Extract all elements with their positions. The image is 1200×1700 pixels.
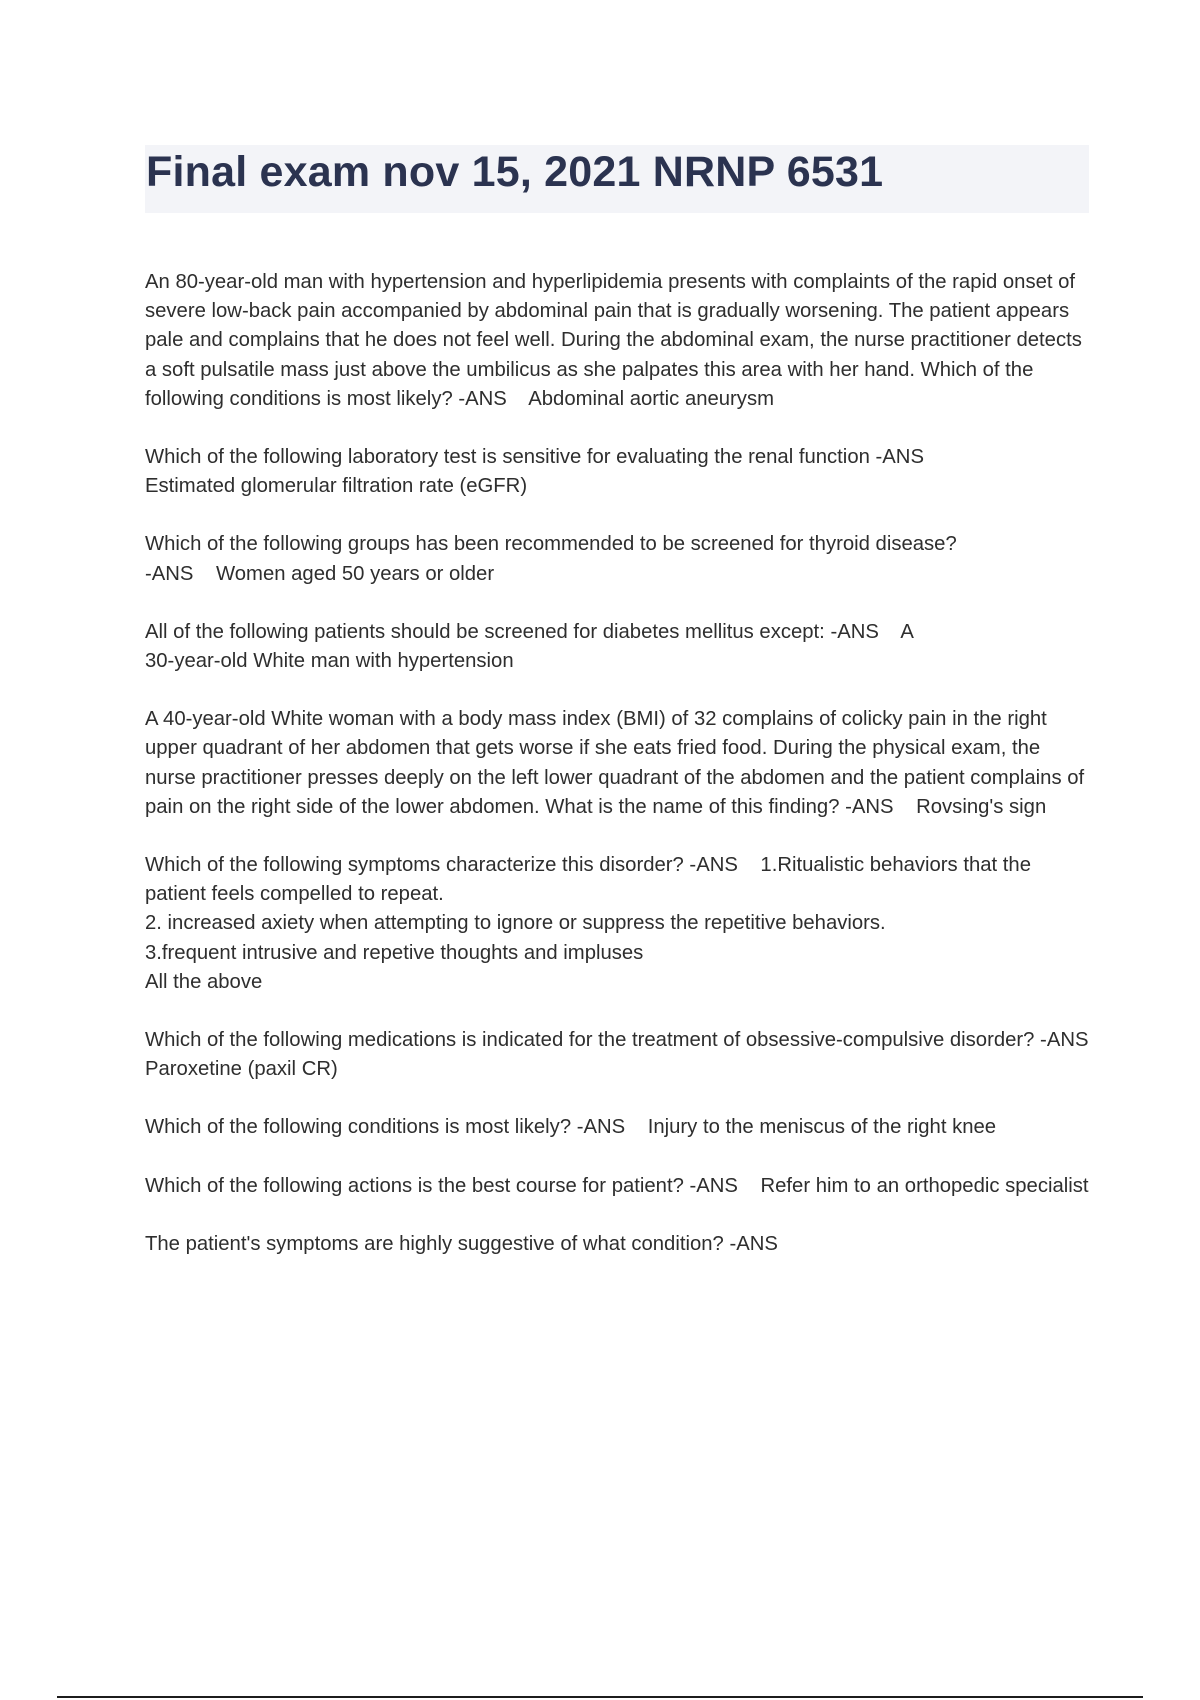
qa-item: Which of the following conditions is most likely? -ANS Injury to the meniscus of the right knee <box>145 1116 997 1139</box>
qa-item: An 80-year-old man with hypertension and hyperlipidemia presents with complaints of the rapid onset of severe low-back pain accompanied by abdominal pain that is gradually worsening. The patient appears pale and complains that he does not feel well. During the abdominal exam, the nurse practitioner detects a soft pulsatile mass just above the umbilicus as she palpates this area with her hand. Which of the following conditions is most likely? -ANS Abdominal aortic aneurysm <box>145 271 1088 410</box>
qa-item: Which of the following laboratory test is sensitive for evaluating the renal function -ANS Estimated glomerular filtration rate (eGFR) <box>145 446 924 498</box>
qa-item: A 40-year-old White woman with a body mass index (BMI) of 32 complains of colicky pain in the right upper quadrant of her abdomen that gets worse if she eats fried food. During the physical exam, the nurse practitioner presses deeply on the left lower quadrant of the abdomen and the patient complains of pain on the right side of the lower abdomen. What is the name of this finding? -ANS Rovsing's sign <box>145 708 1090 818</box>
qa-item: All of the following patients should be screened for diabetes mellitus except: -ANS A 30-year-old White man with hypertension <box>145 620 914 673</box>
qa-item: Which of the following medications is indicated for the treatment of obsessive-compulsive disorder? -ANS Paroxetine (paxil CR) <box>145 1029 1112 1081</box>
qa-item: Which of the following actions is the best course for patient? -ANS Refer him to an orthopedic specialist <box>145 1174 1089 1197</box>
qa-item: Which of the following symptoms characterize this disorder? -ANS 1.Ritualistic behaviors that the patient feels compelled to repeat. 2. increased axiety when attempting to ignore or suppress the repetitive behaviors. 3.frequent intrusive and repetive thoughts and impluses All the above <box>145 854 1031 993</box>
qa-list <box>145 268 1112 1288</box>
qa-item: The patient's symptoms are highly suggestive of what condition? -ANS <box>145 1232 778 1255</box>
qa-item: Which of the following groups has been recommended to be screened for thyroid disease? -ANS Women aged 50 years or older <box>145 533 957 585</box>
page-title: Final exam nov 15, 2021 NRNP 6531 <box>146 148 884 196</box>
footer-rule <box>57 1696 1143 1698</box>
